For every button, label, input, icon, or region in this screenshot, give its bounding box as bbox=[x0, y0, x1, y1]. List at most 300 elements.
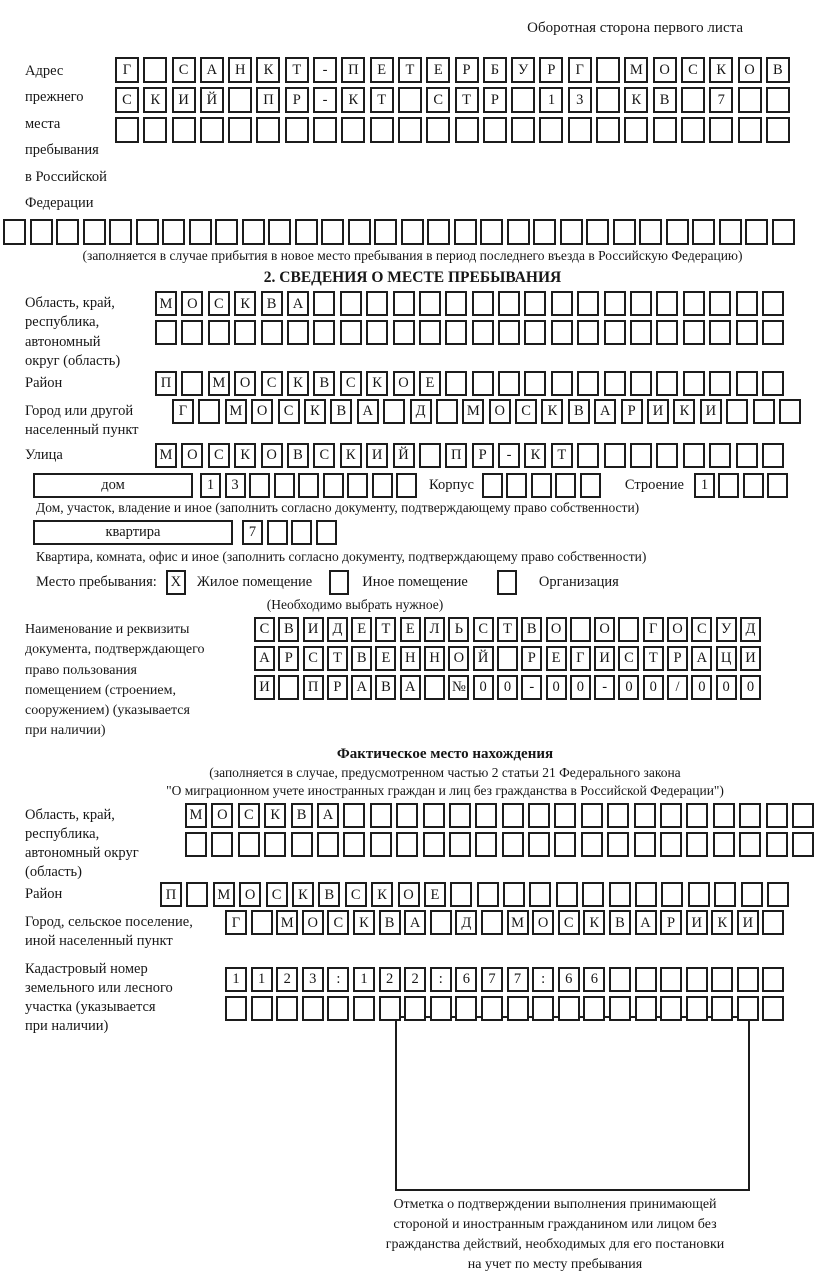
char-cell: 1 bbox=[251, 967, 273, 992]
oblast-grid bbox=[155, 291, 784, 345]
char-cell: М bbox=[624, 57, 648, 83]
char-cell bbox=[454, 219, 477, 245]
char-cell bbox=[683, 371, 705, 396]
char-cell bbox=[211, 832, 233, 857]
char-cell: К bbox=[287, 371, 309, 396]
char-cell: Т bbox=[643, 646, 664, 671]
char-cell: Т bbox=[327, 646, 348, 671]
char-cell: 1 bbox=[539, 87, 563, 113]
fact-oblast-label-line: Область, край, bbox=[25, 806, 115, 823]
char-cell: И bbox=[254, 675, 275, 700]
char-cell bbox=[609, 882, 631, 907]
char-cell: С bbox=[278, 399, 300, 424]
char-cell: 1 bbox=[200, 473, 221, 498]
char-cell bbox=[762, 967, 784, 992]
char-cell bbox=[136, 219, 159, 245]
char-cell bbox=[609, 967, 631, 992]
fact-oblast-field bbox=[25, 803, 800, 883]
char-cell bbox=[743, 473, 764, 498]
char-cell: С bbox=[238, 803, 260, 828]
stamp-area bbox=[395, 1016, 750, 1191]
document-label-line: сооружением) (указывается bbox=[25, 703, 190, 719]
char-cell bbox=[30, 219, 53, 245]
char-cell bbox=[792, 803, 814, 828]
char-cell bbox=[472, 291, 494, 316]
char-cell: Д bbox=[740, 617, 761, 642]
char-cell bbox=[423, 832, 445, 857]
fact-oblast-label-line: республика, bbox=[25, 825, 100, 842]
char-cell bbox=[766, 803, 788, 828]
char-cell: В bbox=[568, 399, 590, 424]
char-cell: К bbox=[340, 443, 362, 468]
char-cell bbox=[276, 996, 298, 1021]
char-cell bbox=[739, 832, 761, 857]
document-row-1 bbox=[254, 617, 761, 642]
char-cell bbox=[634, 832, 656, 857]
char-cell bbox=[709, 371, 731, 396]
char-cell bbox=[503, 882, 525, 907]
prev-address-row-1 bbox=[115, 57, 790, 83]
char-cell bbox=[660, 803, 682, 828]
char-cell bbox=[430, 910, 452, 935]
dom-caption: Дом, участок, владение и иное (заполнить согласно документу, подтверждающему право собственности) bbox=[36, 500, 640, 515]
char-cell bbox=[502, 803, 524, 828]
char-cell: С bbox=[327, 910, 349, 935]
char-cell: К bbox=[143, 87, 167, 113]
oblast-field bbox=[25, 291, 800, 371]
char-cell: М bbox=[155, 443, 177, 468]
char-cell bbox=[291, 832, 313, 857]
char-cell: К bbox=[541, 399, 563, 424]
char-cell bbox=[656, 320, 678, 345]
prev-address-label-line: Адрес прежнего bbox=[25, 63, 84, 106]
char-cell: Е bbox=[546, 646, 567, 671]
stamp-caption-line: на учет по месту пребывания bbox=[467, 1256, 643, 1272]
page-side-note: Оборотная сторона первого листа bbox=[527, 20, 743, 36]
char-cell bbox=[502, 832, 524, 857]
char-cell bbox=[741, 882, 763, 907]
char-cell: Д bbox=[455, 910, 477, 935]
char-cell: Т bbox=[370, 87, 394, 113]
char-cell bbox=[762, 443, 784, 468]
char-cell: В bbox=[766, 57, 790, 83]
kadastr-label-line: при наличии) bbox=[25, 1017, 109, 1034]
char-cell: С bbox=[691, 617, 712, 642]
char-cell bbox=[635, 967, 657, 992]
char-cell: Е bbox=[424, 882, 446, 907]
char-cell bbox=[532, 996, 554, 1021]
char-cell bbox=[613, 219, 636, 245]
char-cell: 7 bbox=[481, 967, 503, 992]
char-cell: К bbox=[256, 57, 280, 83]
char-cell bbox=[709, 443, 731, 468]
char-cell bbox=[143, 57, 167, 83]
char-cell: - bbox=[521, 675, 542, 700]
char-cell bbox=[366, 291, 388, 316]
char-cell: Р bbox=[621, 399, 643, 424]
char-cell bbox=[313, 320, 335, 345]
char-cell: О bbox=[489, 399, 511, 424]
char-cell: О bbox=[393, 371, 415, 396]
char-cell: - bbox=[313, 87, 337, 113]
char-cell: С bbox=[340, 371, 362, 396]
char-cell bbox=[762, 371, 784, 396]
char-cell: М bbox=[276, 910, 298, 935]
char-cell bbox=[635, 996, 657, 1021]
char-cell: О bbox=[181, 291, 203, 316]
char-cell: Н bbox=[400, 646, 421, 671]
gorod-field bbox=[25, 399, 800, 440]
char-cell bbox=[624, 117, 648, 143]
char-cell bbox=[268, 219, 291, 245]
char-cell bbox=[321, 219, 344, 245]
char-cell: М bbox=[507, 910, 529, 935]
char-cell: В bbox=[261, 291, 283, 316]
char-cell bbox=[539, 117, 563, 143]
char-cell bbox=[298, 473, 319, 498]
raion-label: Район bbox=[25, 374, 63, 391]
char-cell bbox=[313, 291, 335, 316]
char-cell: Е bbox=[351, 617, 372, 642]
char-cell bbox=[511, 117, 535, 143]
fact-raion-row bbox=[160, 882, 789, 907]
organizatsiya-label: Организация bbox=[538, 574, 619, 590]
char-cell bbox=[711, 967, 733, 992]
char-cell: А bbox=[635, 910, 657, 935]
char-cell bbox=[343, 803, 365, 828]
char-cell bbox=[291, 520, 312, 545]
fact-oblast-row-2 bbox=[185, 832, 814, 857]
char-cell: 3 bbox=[225, 473, 246, 498]
char-cell: Е bbox=[375, 646, 396, 671]
oblast-label bbox=[25, 291, 155, 371]
char-cell: М bbox=[208, 371, 230, 396]
char-cell bbox=[472, 371, 494, 396]
char-cell bbox=[445, 371, 467, 396]
char-cell bbox=[317, 832, 339, 857]
gorod-label bbox=[25, 399, 172, 440]
char-cell: П bbox=[155, 371, 177, 396]
char-cell bbox=[551, 320, 573, 345]
zhiloe-label: Жилое помещение bbox=[196, 574, 313, 590]
char-cell bbox=[711, 996, 733, 1021]
organizatsiya-checkbox bbox=[497, 570, 517, 595]
char-cell bbox=[736, 371, 758, 396]
char-cell bbox=[533, 219, 556, 245]
char-cell: О bbox=[398, 882, 420, 907]
char-cell: Д bbox=[327, 617, 348, 642]
char-cell bbox=[554, 832, 576, 857]
char-cell: Й bbox=[393, 443, 415, 468]
char-cell: О bbox=[239, 882, 261, 907]
char-cell: : bbox=[327, 967, 349, 992]
char-cell: А bbox=[594, 399, 616, 424]
fact-oblast-label-line: (область) bbox=[25, 864, 82, 881]
char-cell bbox=[714, 882, 736, 907]
kadastr-label-line: земельного или лесного bbox=[25, 979, 173, 996]
char-cell bbox=[524, 320, 546, 345]
char-cell bbox=[419, 291, 441, 316]
char-cell bbox=[481, 996, 503, 1021]
char-cell bbox=[555, 473, 576, 498]
char-cell: Б bbox=[483, 57, 507, 83]
char-cell: С bbox=[208, 443, 230, 468]
char-cell: И bbox=[303, 617, 324, 642]
char-cell bbox=[234, 320, 256, 345]
ulitsa-field bbox=[25, 443, 800, 468]
char-cell: Д bbox=[410, 399, 432, 424]
char-cell bbox=[396, 473, 417, 498]
char-cell bbox=[398, 117, 422, 143]
char-cell: М bbox=[155, 291, 177, 316]
mesto-label: Место пребывания: bbox=[36, 574, 157, 590]
char-cell bbox=[666, 219, 689, 245]
char-cell bbox=[445, 291, 467, 316]
char-cell bbox=[426, 117, 450, 143]
stamp-caption-line: стороной и иностранным гражданином или лицом без bbox=[393, 1216, 717, 1232]
document-grid bbox=[254, 617, 761, 700]
char-cell: И bbox=[366, 443, 388, 468]
stroenie-label: Строение bbox=[624, 477, 684, 493]
char-cell bbox=[660, 832, 682, 857]
document-label-line: документа, подтверждающего bbox=[25, 642, 205, 658]
char-cell bbox=[660, 967, 682, 992]
char-cell bbox=[686, 832, 708, 857]
kadastr-grid bbox=[225, 967, 784, 1021]
char-cell: О bbox=[234, 371, 256, 396]
char-cell: А bbox=[254, 646, 275, 671]
char-cell bbox=[772, 219, 795, 245]
char-cell: Р bbox=[667, 646, 688, 671]
char-cell bbox=[686, 967, 708, 992]
char-cell bbox=[558, 996, 580, 1021]
char-cell bbox=[737, 996, 759, 1021]
char-cell bbox=[401, 219, 424, 245]
char-cell bbox=[83, 219, 106, 245]
dom-box: дом bbox=[33, 473, 193, 498]
raion-row bbox=[155, 371, 784, 396]
fact-header bbox=[115, 746, 775, 799]
char-cell bbox=[581, 803, 603, 828]
char-cell: Н bbox=[228, 57, 252, 83]
char-cell: Р bbox=[483, 87, 507, 113]
char-cell: А bbox=[351, 675, 372, 700]
char-cell: О bbox=[738, 57, 762, 83]
char-cell: О bbox=[448, 646, 469, 671]
document-label-line: при наличии) bbox=[25, 723, 106, 739]
char-cell: 6 bbox=[583, 967, 605, 992]
kvartira-cells bbox=[242, 520, 337, 545]
char-cell bbox=[692, 219, 715, 245]
char-cell bbox=[445, 320, 467, 345]
char-cell bbox=[686, 996, 708, 1021]
char-cell bbox=[449, 803, 471, 828]
prev-address-note: (заполняется в случае прибытия в новое место пребывания в период последнего въезда в Российскую Федерацию) bbox=[82, 248, 743, 264]
char-cell: 2 bbox=[276, 967, 298, 992]
char-cell bbox=[483, 117, 507, 143]
fact-title: Фактическое место нахождения bbox=[336, 745, 554, 762]
char-cell: К bbox=[292, 882, 314, 907]
char-cell bbox=[251, 996, 273, 1021]
char-cell bbox=[709, 320, 731, 345]
prev-address-label-line: в Российской bbox=[25, 168, 107, 185]
korpus-label: Корпус bbox=[429, 477, 474, 493]
fact-gorod-row bbox=[225, 910, 784, 935]
char-cell: С bbox=[426, 87, 450, 113]
char-cell: 7 bbox=[507, 967, 529, 992]
char-cell bbox=[583, 996, 605, 1021]
char-cell bbox=[607, 803, 629, 828]
char-cell bbox=[115, 117, 139, 143]
char-cell: А bbox=[200, 57, 224, 83]
char-cell: С bbox=[254, 617, 275, 642]
fact-note-line: (заполняется в случае, предусмотренном частью 2 статьи 21 Федерального закона bbox=[209, 764, 681, 780]
prev-address-row-2 bbox=[115, 87, 790, 113]
char-cell bbox=[256, 117, 280, 143]
oblast-label-line: округ (область) bbox=[25, 352, 121, 369]
fact-raion-label: Район bbox=[25, 886, 63, 903]
char-cell: В bbox=[313, 371, 335, 396]
char-cell: 0 bbox=[691, 675, 712, 700]
char-cell: М bbox=[185, 803, 207, 828]
char-cell bbox=[162, 219, 185, 245]
char-cell bbox=[582, 882, 604, 907]
char-cell bbox=[498, 291, 520, 316]
char-cell bbox=[200, 117, 224, 143]
oblast-label-line: республика, bbox=[25, 314, 100, 331]
gorod-row bbox=[172, 399, 801, 424]
char-cell: 6 bbox=[558, 967, 580, 992]
char-cell: С bbox=[618, 646, 639, 671]
char-cell: Р bbox=[278, 646, 299, 671]
char-cell: О bbox=[532, 910, 554, 935]
char-cell bbox=[353, 996, 375, 1021]
prev-address-overflow-row bbox=[3, 219, 800, 245]
char-cell bbox=[551, 291, 573, 316]
char-cell bbox=[249, 473, 270, 498]
char-cell bbox=[618, 617, 639, 642]
char-cell: 1 bbox=[225, 967, 247, 992]
char-cell bbox=[393, 320, 415, 345]
char-cell: Т bbox=[398, 57, 422, 83]
char-cell: 3 bbox=[302, 967, 324, 992]
char-cell bbox=[287, 320, 309, 345]
char-cell bbox=[341, 117, 365, 143]
char-cell bbox=[736, 320, 758, 345]
char-cell: 3 bbox=[568, 87, 592, 113]
char-cell bbox=[766, 117, 790, 143]
prev-address-label-line: Федерации bbox=[25, 194, 94, 211]
kadastr-label-line: участка (указывается bbox=[25, 998, 156, 1015]
char-cell: О bbox=[653, 57, 677, 83]
document-label-line: помещением (строением, bbox=[25, 682, 176, 698]
stamp-caption-line: Отметка о подтверждении выполнения принимающей bbox=[393, 1197, 717, 1213]
char-cell bbox=[419, 443, 441, 468]
document-label bbox=[25, 617, 254, 742]
char-cell bbox=[449, 832, 471, 857]
char-cell bbox=[531, 473, 552, 498]
char-cell bbox=[577, 320, 599, 345]
char-cell bbox=[779, 399, 801, 424]
fact-gorod-label-line: Город, сельское поселение, bbox=[25, 914, 193, 931]
char-cell: М bbox=[213, 882, 235, 907]
char-cell: 0 bbox=[546, 675, 567, 700]
char-cell: 1 bbox=[694, 473, 715, 498]
char-cell bbox=[551, 371, 573, 396]
oblast-label-line: Область, край, bbox=[25, 295, 115, 312]
char-cell: 0 bbox=[473, 675, 494, 700]
char-cell bbox=[472, 320, 494, 345]
char-cell: Г bbox=[570, 646, 591, 671]
char-cell: С bbox=[172, 57, 196, 83]
char-cell: Е bbox=[419, 371, 441, 396]
char-cell: Р bbox=[660, 910, 682, 935]
char-cell: У bbox=[716, 617, 737, 642]
char-cell bbox=[228, 117, 252, 143]
char-cell bbox=[370, 117, 394, 143]
char-cell: К bbox=[234, 291, 256, 316]
fact-raion-field bbox=[25, 882, 800, 907]
char-cell bbox=[366, 320, 388, 345]
char-cell bbox=[656, 443, 678, 468]
document-row-3 bbox=[254, 675, 761, 700]
char-cell bbox=[424, 675, 445, 700]
char-cell bbox=[295, 219, 318, 245]
char-cell bbox=[481, 910, 503, 935]
char-cell bbox=[736, 291, 758, 316]
char-cell: И bbox=[700, 399, 722, 424]
char-cell: Н bbox=[424, 646, 445, 671]
kvartira-row bbox=[25, 520, 800, 545]
char-cell bbox=[577, 291, 599, 316]
char-cell: О bbox=[546, 617, 567, 642]
char-cell: П bbox=[256, 87, 280, 113]
char-cell bbox=[766, 87, 790, 113]
char-cell bbox=[430, 996, 452, 1021]
char-cell: В bbox=[291, 803, 313, 828]
char-cell bbox=[228, 87, 252, 113]
char-cell: С bbox=[473, 617, 494, 642]
char-cell: К bbox=[366, 371, 388, 396]
char-cell bbox=[713, 832, 735, 857]
char-cell bbox=[343, 832, 365, 857]
fact-oblast-grid bbox=[185, 803, 814, 857]
char-cell bbox=[404, 996, 426, 1021]
char-cell: С bbox=[515, 399, 537, 424]
char-cell bbox=[767, 882, 789, 907]
char-cell bbox=[396, 803, 418, 828]
dom-row bbox=[25, 473, 800, 498]
section2-title: 2. СВЕДЕНИЯ О МЕСТЕ ПРЕБЫВАНИЯ bbox=[263, 269, 562, 287]
char-cell bbox=[56, 219, 79, 245]
char-cell: П bbox=[341, 57, 365, 83]
char-cell: С bbox=[345, 882, 367, 907]
char-cell: К bbox=[583, 910, 605, 935]
char-cell: В bbox=[318, 882, 340, 907]
char-cell: В bbox=[278, 617, 299, 642]
inoe-checkbox bbox=[329, 570, 349, 595]
char-cell bbox=[739, 803, 761, 828]
stroenie-cells bbox=[694, 473, 789, 498]
char-cell: В bbox=[609, 910, 631, 935]
char-cell: В bbox=[330, 399, 352, 424]
char-cell: Г bbox=[225, 910, 247, 935]
char-cell: О bbox=[594, 617, 615, 642]
char-cell bbox=[370, 832, 392, 857]
char-cell bbox=[186, 882, 208, 907]
char-cell bbox=[285, 117, 309, 143]
char-cell bbox=[634, 803, 656, 828]
